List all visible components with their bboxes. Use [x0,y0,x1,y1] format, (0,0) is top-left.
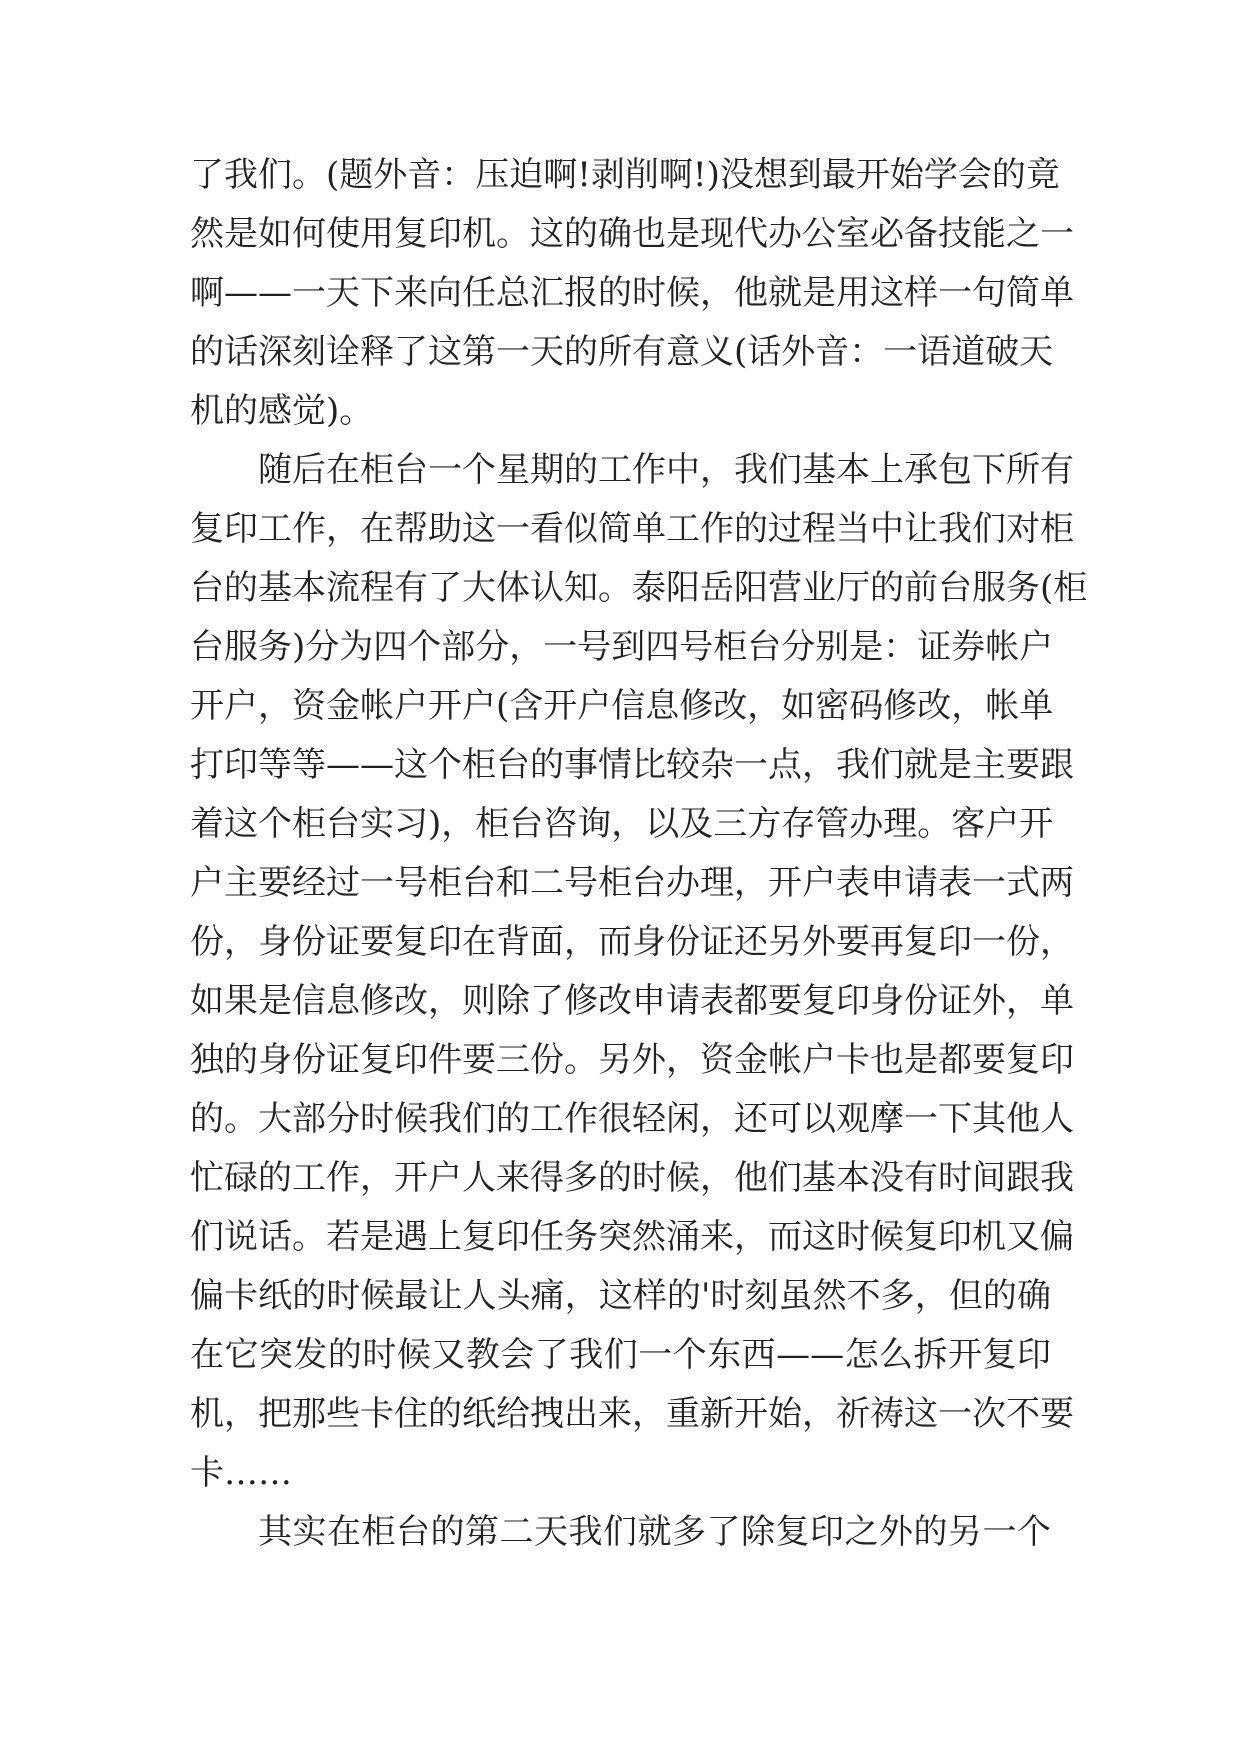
text-line: 了我们。(题外音：压迫啊!剥削啊!)没想到最开始学会的竟 [190,155,1060,195]
text-line: 随后在柜台一个星期的工作中，我们基本上承包下所有 [258,450,1074,490]
text-line: 开户，资金帐户开户(含开户信息修改，如密码修改，帐单 [190,686,1054,726]
paragraph-1 [190,146,1074,441]
text-line: 复印工作，在帮助这一看似简单工作的过程当中让我们对柜 [190,509,1074,549]
text-line: 偏卡纸的时候最让人头痛，这样的'时刻虽然不多，但的确 [190,1276,1051,1316]
text-line: 打印等等——这个柜台的事情比较杂一点，我们就是主要跟 [190,745,1074,785]
paragraph-2 [190,441,1088,1503]
text-line: 啊——一天下来向任总汇报的时候，他就是用这样一句简单 [190,273,1074,313]
text-line: 在它突发的时候又教会了我们一个东西——怎么拆开复印 [190,1335,1051,1375]
text-line: 着这个柜台实习)，柜台咨询，以及三方存管办理。客户开 [190,804,1054,844]
text-line: 户主要经过一号柜台和二号柜台办理，开户表申请表一式两 [190,863,1074,903]
text-line: 们说话。若是遇上复印任务突然涌来，而这时候复印机又偏 [190,1217,1074,1257]
document-body [190,146,1088,1562]
text-line: 其实在柜台的第二天我们就多了除复印之外的另一个 [258,1512,1051,1552]
text-line: 然是如何使用复印机。这的确也是现代办公室必备技能之一 [190,214,1074,254]
text-line: 份，身份证要复印在背面，而身份证还另外要再复印一份， [190,922,1074,962]
text-line: 台的基本流程有了大体认知。泰阳岳阳营业厅的前台服务(柜 [190,568,1088,608]
text-line: 如果是信息修改，则除了修改申请表都要复印身份证外，单 [190,981,1074,1021]
text-line: 台服务)分为四个部分，一号到四号柜台分别是：证券帐户 [190,627,1054,667]
paragraph-3 [190,1503,1051,1562]
text-line: 独的身份证复印件要三份。另外，资金帐户卡也是都要复印 [190,1040,1074,1080]
text-line: 的话深刻诠释了这第一天的所有意义(话外音：一语道破天 [190,332,1054,372]
text-line: 机，把那些卡住的纸给拽出来，重新开始，祈祷这一次不要 [190,1394,1074,1434]
text-line: 机的感觉)。 [190,391,374,431]
text-line: 的。大部分时候我们的工作很轻闲，还可以观摩一下其他人 [190,1099,1074,1139]
text-line: 卡…… [190,1453,292,1493]
text-line: 忙碌的工作，开户人来得多的时候，他们基本没有时间跟我 [190,1158,1074,1198]
